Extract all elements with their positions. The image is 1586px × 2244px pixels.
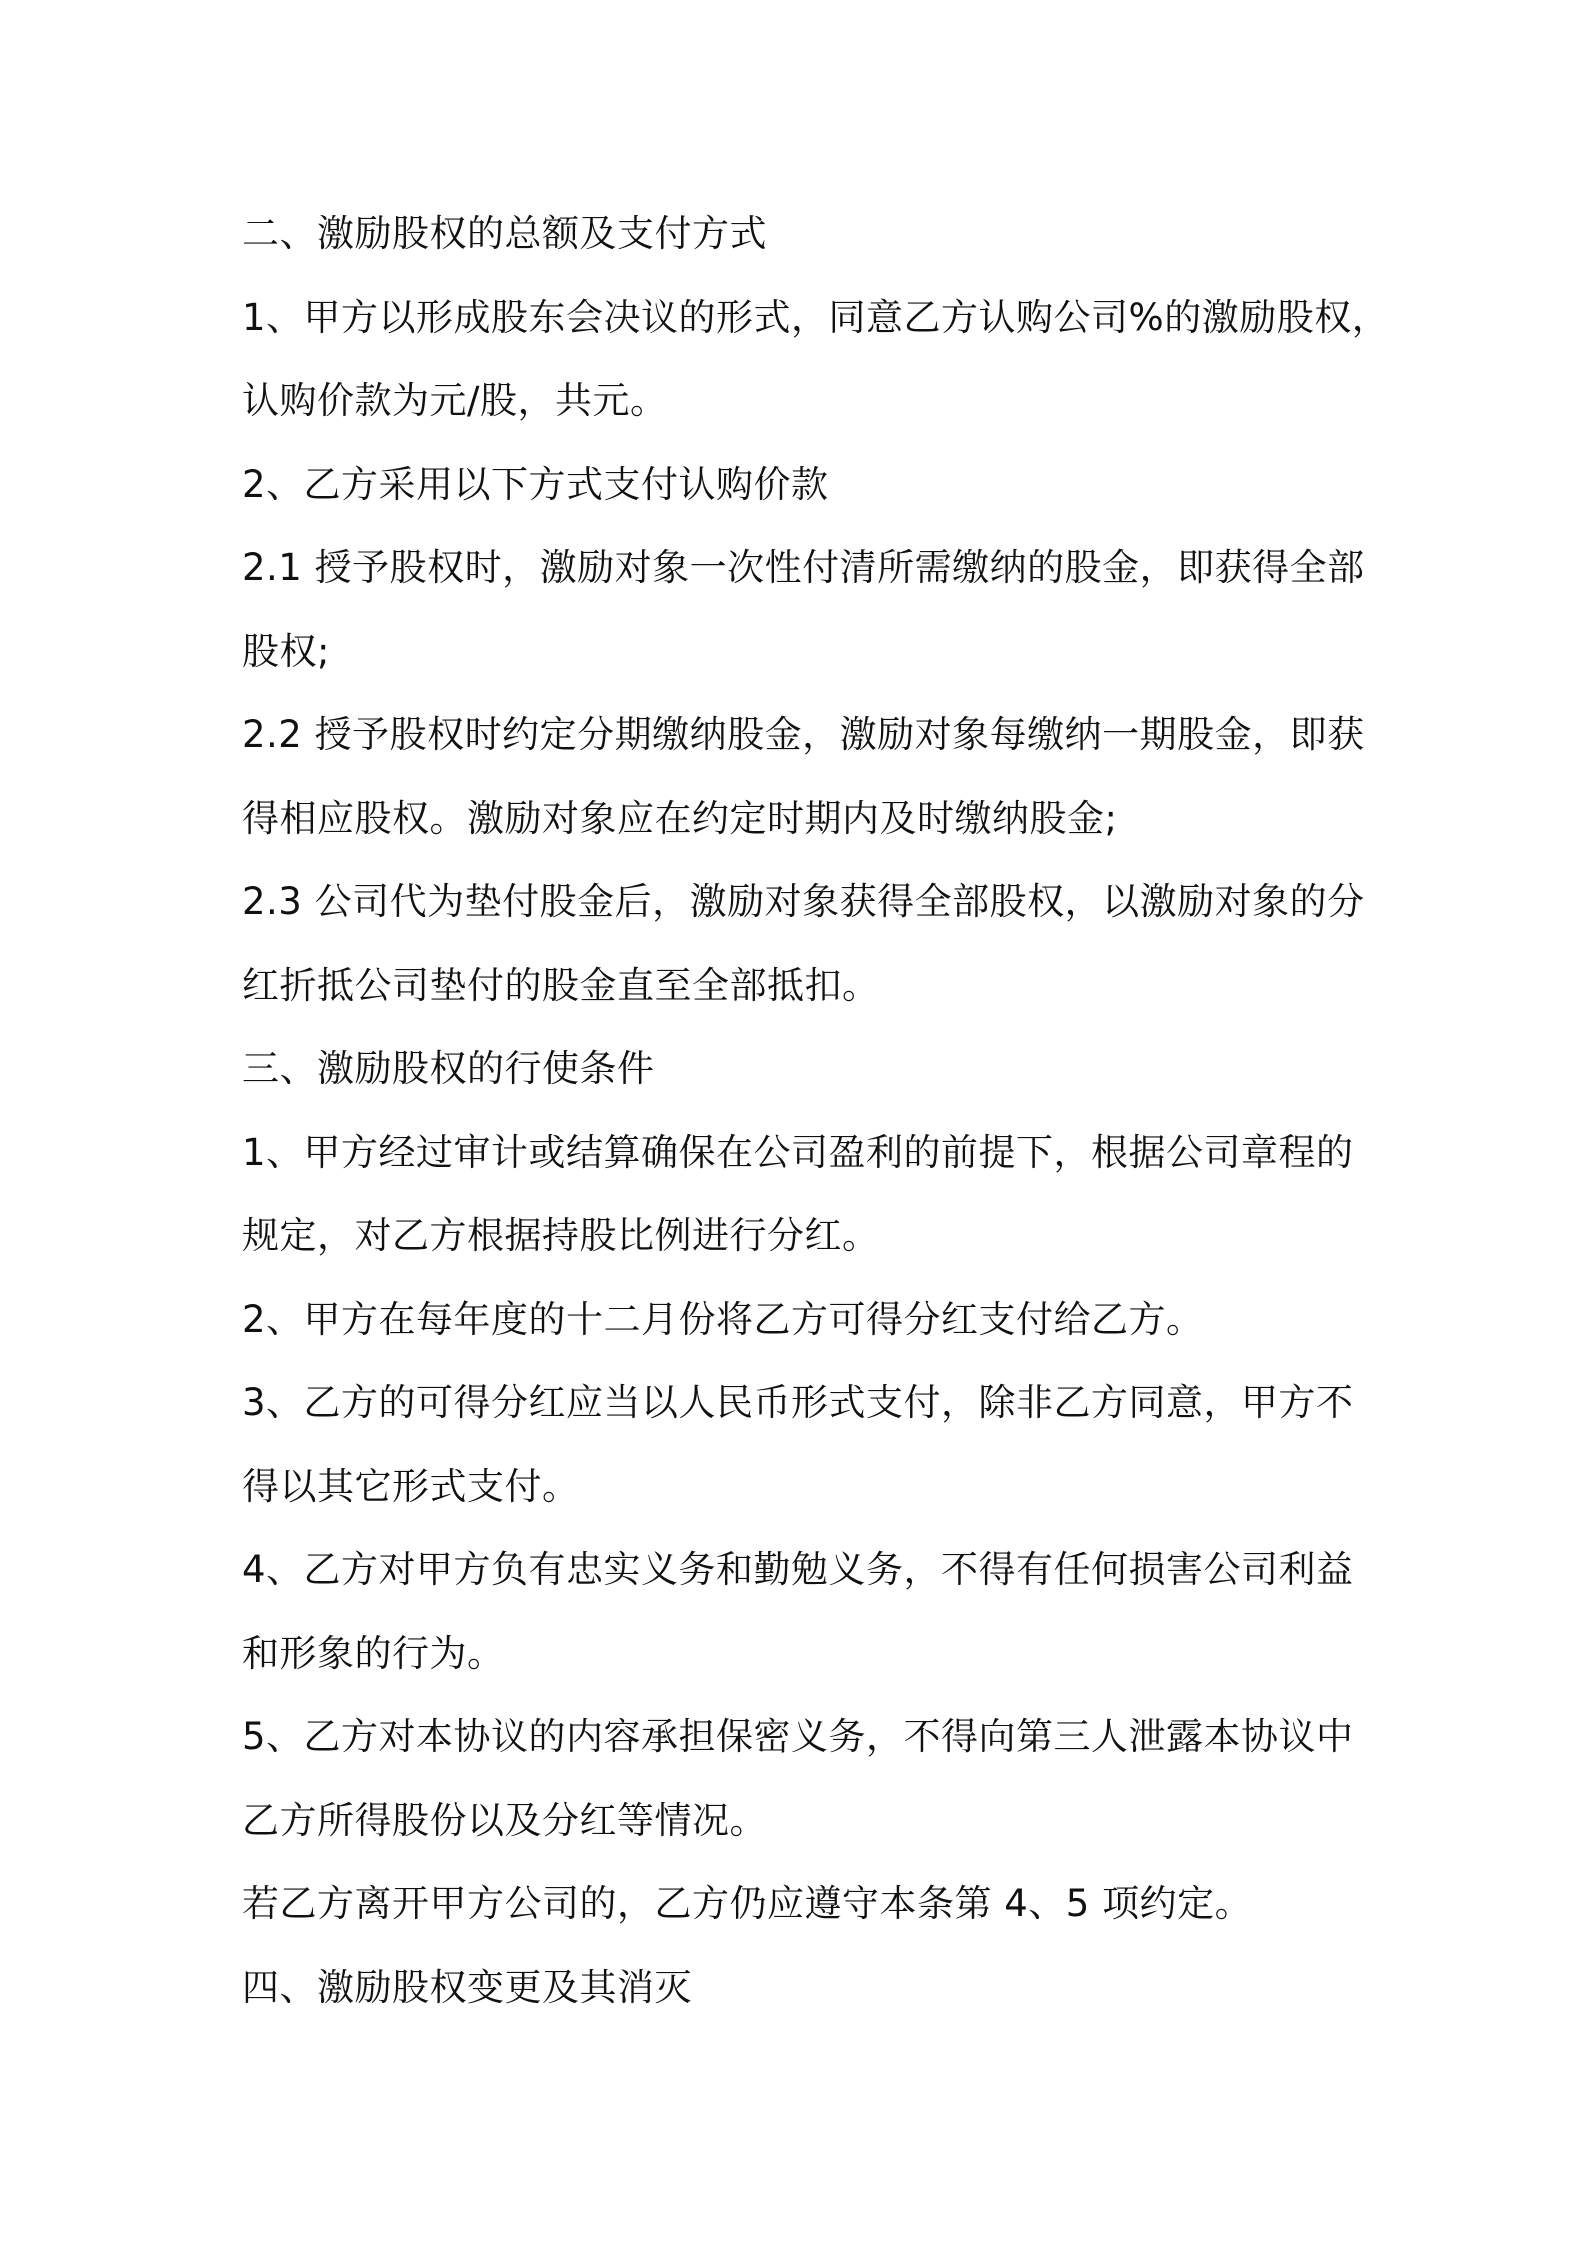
paragraph-line: 认购价款为元/股，共元。 <box>242 379 668 422</box>
paragraph-line: 得相应股权。激励对象应在约定时期内及时缴纳股金; <box>242 796 1118 840</box>
paragraph-line: 1、甲方经过审计或结算确保在公司盈利的前提下，根据公司章程的 <box>242 1130 1354 1174</box>
paragraph-line: 3、乙方的可得分红应当以人民币形式支付，除非乙方同意，甲方不 <box>242 1381 1354 1424</box>
paragraph-line: 4、乙方对甲方负有忠实义务和勤勉义务，不得有任何损害公司利益 <box>242 1548 1354 1591</box>
section-heading-3: 三、激励股权的行使条件 <box>242 1047 655 1090</box>
paragraph-line: 2、乙方采用以下方式支付认购价款 <box>242 462 829 506</box>
section-heading-4: 四、激励股权变更及其消灭 <box>242 1965 692 2009</box>
paragraph-line: 乙方所得股份以及分红等情况。 <box>242 1798 767 1842</box>
document-body <box>242 192 1390 2029</box>
paragraph-line: 1、甲方以形成股东会决议的形式，同意乙方认购公司%的激励股权， <box>242 295 1390 339</box>
paragraph-line: 2.2 授予股权时约定分期缴纳股金，激励对象每缴纳一期股金，即获 <box>242 713 1365 756</box>
paragraph-line: 红折抵公司垫付的股金直至全部抵扣。 <box>242 963 880 1007</box>
paragraph-line: 规定，对乙方根据持股比例进行分红。 <box>242 1214 880 1257</box>
paragraph-line: 2.3 公司代为垫付股金后，激励对象获得全部股权，以激励对象的分 <box>242 880 1365 923</box>
section-heading-2: 二、激励股权的总额及支付方式 <box>242 212 767 255</box>
paragraph-line: 若乙方离开甲方公司的，乙方仍应遵守本条第 4、5 项约定。 <box>242 1882 1253 1925</box>
paragraph-line: 股权; <box>242 629 330 673</box>
paragraph-line: 2.1 授予股权时，激励对象一次性付清所需缴纳的股金，即获得全部 <box>242 546 1365 589</box>
paragraph-line: 和形象的行为。 <box>242 1631 505 1675</box>
paragraph-line: 2、甲方在每年度的十二月份将乙方可得分红支付给乙方。 <box>242 1297 1204 1341</box>
paragraph-line: 5、乙方对本协议的内容承担保密义务，不得向第三人泄露本协议中 <box>242 1715 1354 1758</box>
paragraph-line: 得以其它形式支付。 <box>242 1464 580 1508</box>
